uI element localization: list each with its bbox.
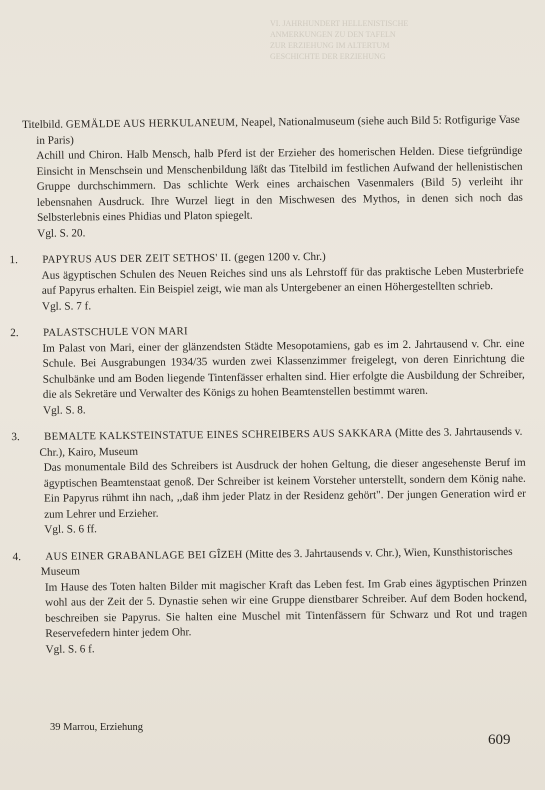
entry-1 <box>9 248 524 315</box>
bleed-through-text <box>270 18 470 62</box>
entry-number: 1. <box>9 254 18 267</box>
entry-subtitle: (gegen 1200 v. Chr.) <box>234 250 326 264</box>
entry-body: Im Hause des Toten halten Bilder mit magischer Kraft das Leben fest. Im Grab eines ägyptischen Prinzen wohl aus der Zeit der 5. Dynastie sehen wir eine Gruppe dienstbarer Schreiber. Auf dem Boden hockend, beschreiben sie Papyrus. Sie halten eine Muschel mit Tintenfässern für Schwarz und Rot und tragen Reservefedern hinter jedem Ohr. <box>44 576 528 640</box>
bleed-line: GESCHICHTE DER ERZIEHUNG <box>270 52 386 61</box>
entry-title: BEMALTE KALKSTEINSTATUE EINES SCHREIBERS AUS SAKKARA <box>44 427 393 443</box>
bleed-line: ANMERKUNGEN ZU DEN TAFELN <box>270 30 396 39</box>
bleed-line: ZUR ERZIEHUNG IM ALTERTUM <box>270 41 390 50</box>
signature-mark: 39 Marrou, Erziehung <box>50 722 144 733</box>
entry-body: Das monumentale Bild des Schreibers ist Ausdruck der hohen Geltung, die dieser angesehenste Beruf im ägyptischen Beamtenstaat genoß. Der Schreiber ist keinem Vorsteher unterstellt, sondern dem König nahe. Ein Papyrus rühmt ihn nach, ,,daß ihm jeder Platz in der Residenz gehört". Der jungen Generation wird er zum Lehrer und Erzieher. <box>43 456 527 521</box>
entry-reference: Vgl. S. 6 ff. <box>44 523 98 536</box>
entry-title: AUS EINER GRABANLAGE BEI GÎZEH <box>45 548 243 563</box>
entry-reference: Vgl. S. 7 f. <box>41 299 92 313</box>
entry-body: Im Palast von Mari, einer der glänzendsten Städte Mesopotamiens, gab es im 2. Jahrtausend v. Chr. eine Schule. Bei Ausgrabungen 1934/35 wurden zwei Klassenzimmer freigelegt, von deren Einrichtung die Schulbänke und am Boden liegende Tintenfässer erhalten sind. Hier erfolgte die Ausbildung der Schreiber, die als Sekretäre und Verwalter des Königs zu hohen Beamtenstellen bestimmt waren. <box>42 337 525 401</box>
entry-subtitle: Neapel, Nationalmuseum (siehe auch Bild 5: Rotfigurige Vase in Paris) <box>36 113 520 147</box>
entry-number: 2. <box>10 327 19 340</box>
page-number: 609 <box>488 732 511 748</box>
entry-title: PAPYRUS AUS DER ZEIT SETHOS' II. <box>42 251 232 266</box>
entry-title: GEMÄLDE AUS HERKULANEUM, <box>65 116 239 131</box>
entry-reference: Vgl. S. 20. <box>37 226 86 240</box>
entry-titelbild <box>22 113 523 242</box>
entry-3 <box>11 425 527 539</box>
entry-subtitle: (Mitte des 3. Jahrtausends v. Chr.), Wien, Kunsthistorisches Museum <box>40 545 513 578</box>
entry-body: Achill und Chiron. Halb Mensch, halb Pferd ist der Erzieher des homerischen Helden. Diese tiefgründige Einsicht in Menschsein und Menschenbildung läßt das Titelbild im festlichen Aufwand der hellenistischen Gruppe durchschimmern. Das schlichte Werk eines archaischen Vasenmalers (Bild 5) verleiht ihr lebensnahen Ausdruck. Ihre Wurzel liegt in den Mischwesen des Mythos, in denen sich noch das Selbsterlebnis eines Phidias und Platon spiegelt. <box>36 144 523 224</box>
entry-subtitle: (Mitte des 3. Jahrtausends v. Chr.), Kairo, Museum <box>39 425 523 459</box>
entry-reference: Vgl. S. 8. <box>42 403 86 417</box>
entry-2 <box>10 321 525 419</box>
entry-number: 4. <box>12 550 22 563</box>
entry-title: PALASTSCHULE VON MARI <box>42 325 188 339</box>
entry-reference: Vgl. S. 6 f. <box>45 642 95 656</box>
plate-notes <box>9 113 528 669</box>
bleed-line: VI. JAHRHUNDERT HELLENISTISCHE <box>270 19 409 28</box>
entry-body: Aus ägyptischen Schulen des Neuen Reiches sind uns als Lehrstoff für das praktische Leben Musterbriefe auf Papyrus erhalten. Ein Beispiel zeigt, wie man als Untergebener an einen Höhergestellten schrieb. <box>41 264 524 297</box>
entry-number: 3. <box>11 431 20 444</box>
entry-4 <box>12 544 528 658</box>
entry-label: Titelbild. <box>22 118 64 131</box>
